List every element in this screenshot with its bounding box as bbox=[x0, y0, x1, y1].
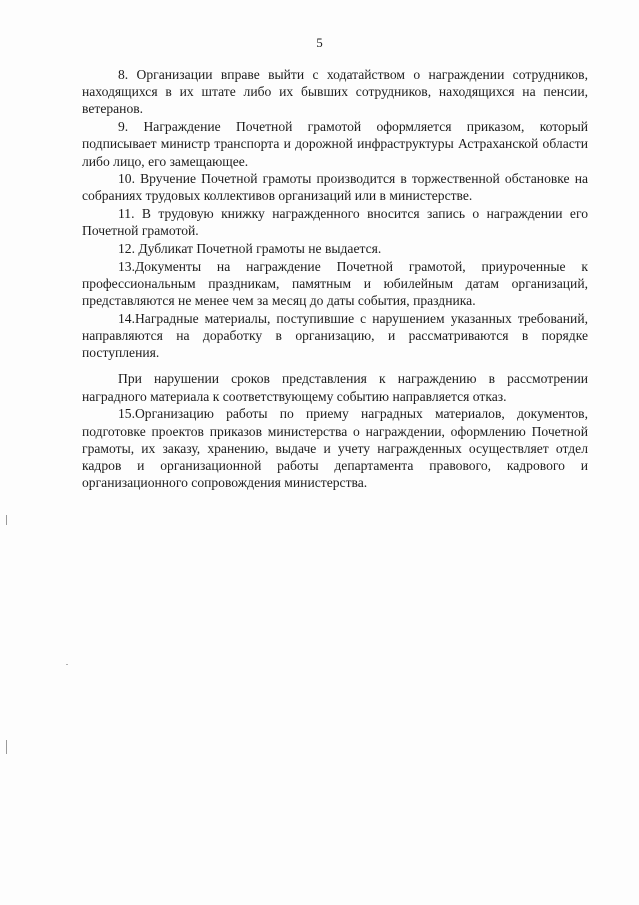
paragraph-14-note: При нарушении сроков представления к награждению в рассмотрении наградного материала к соответствующему событию направляется отказ. bbox=[82, 371, 588, 404]
scan-edge-mark bbox=[6, 515, 7, 525]
scan-edge-mark bbox=[6, 740, 7, 754]
paragraph-14: 14.Наградные материалы, поступившие с нарушением указанных требований, направляются на доработку в организацию, и рассматриваются в порядке поступления. bbox=[82, 310, 588, 361]
scan-speck bbox=[66, 664, 68, 665]
paragraph-15: 15.Организацию работы по приему наградных материалов, документов, подготовке проектов приказов министерства о награждении, оформлению Почетной грамоты, их заказу, хранению, выдаче и учету награжденных осуществляет отдел кадров и организационной работы департамента правового, кадрового и организационного сопровождения министерства. bbox=[82, 406, 588, 491]
page-number: 5 bbox=[316, 35, 323, 50]
paragraph-13: 13.Документы на награждение Почетной грамотой, приуроченные к профессиональным праздникам, памятным и юбилейным датам организаций, представляются не менее чем за месяц до даты события, праздника. bbox=[82, 258, 588, 309]
paragraph-12: 12. Дубликат Почетной грамоты не выдается. bbox=[118, 241, 382, 257]
paragraph-8: 8. Организации вправе выйти с ходатайством о награждении сотрудников, находящихся в их штате либо их бывших сотрудников, находящихся на пенсии, ветеранов. bbox=[82, 67, 588, 117]
document-body bbox=[82, 66, 588, 491]
paragraph-10: 10. Вручение Почетной грамоты производится в торжественной обстановке на собраниях трудовых коллективов организаций или в министерстве. bbox=[82, 171, 588, 204]
paragraph-9: 9. Награждение Почетной грамотой оформляется приказом, который подписывает министр транспорта и дорожной инфраструктуры Астраханской области либо лицо, его замещающее. bbox=[82, 119, 588, 169]
paragraph-11: 11. В трудовую книжку награжденного вносится запись о награждении его Почетной грамотой. bbox=[82, 206, 588, 239]
